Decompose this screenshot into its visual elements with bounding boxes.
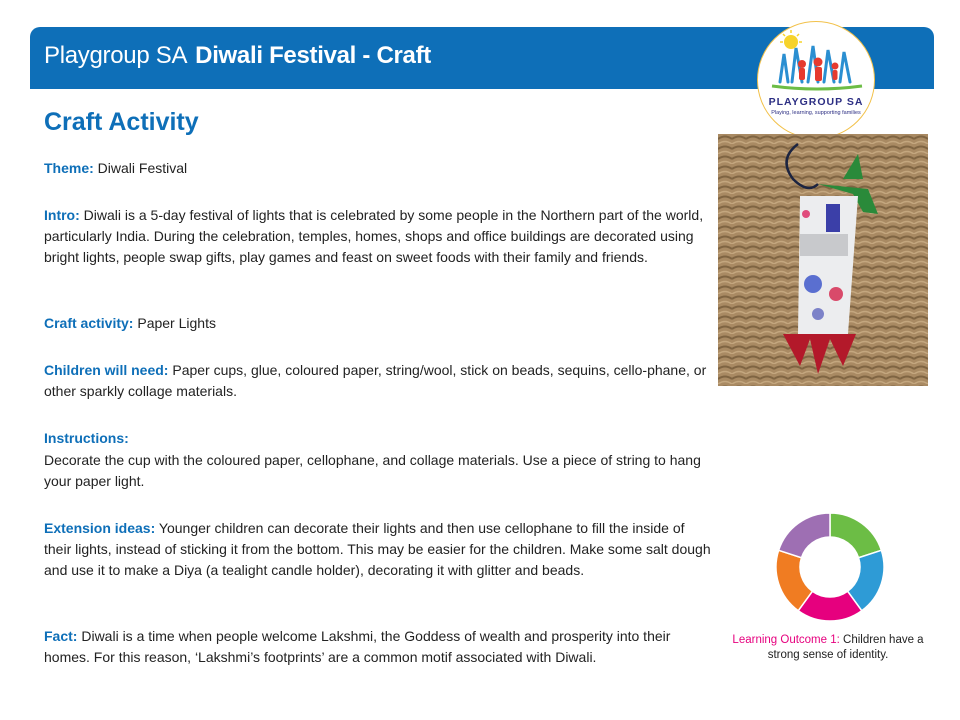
page-title [44,42,431,70]
instructions-heading [44,428,714,449]
fact-label: Fact: [44,628,78,644]
playgroup-logo [757,21,875,139]
children-need-label: Children will need: [44,362,169,378]
instructions-label: Instructions: [44,430,129,446]
title-text: Diwali Festival - Craft [195,42,431,69]
logo-name: PLAYGROUP SA [768,96,864,108]
theme-label: Theme: [44,160,94,176]
intro-label: Intro: [44,207,80,223]
craft-activity-label: Craft activity: [44,315,134,331]
children-need-text: Paper cups, glue, coloured paper, string/wool, stick on beads, sequins, cello-phane, or other sparkly collage materials. [44,362,707,399]
craft-activity-paragraph [44,313,714,334]
instructions-text: Decorate the cup with the coloured paper, cellophane, and collage materials. Use a piece of string to hang your paper light. [44,452,701,489]
outcome-caption [728,633,928,663]
extension-label: Extension ideas: [44,520,156,536]
intro-text: Diwali is a 5-day festival of lights that is celebrated by some people in the Northern part of the world, particularly India. During the celebration, temples, homes, shops and office buildings are decorated using bright lights, people swap gifts, play games and feast on sweet foods with their family and friends. [44,207,704,265]
family-sun-logo-icon [758,22,875,139]
outcome-label: Learning Outcome 1: [732,634,840,646]
theme-text: Diwali Festival [93,160,188,176]
learning-outcomes-wheel [775,512,885,622]
paper-light-craft-photo [718,134,928,386]
fact-paragraph [44,626,714,668]
extension-paragraph [44,518,714,581]
section-heading: Craft Activity [44,108,199,136]
craft-activity-text: Paper Lights [133,315,216,331]
outcome-text: Children have a strong sense of identity. [767,634,924,661]
logo-tagline: Playing, learning, supporting families [771,110,861,116]
org-name: Playgroup SA [44,42,188,69]
children-need-paragraph [44,360,714,402]
intro-paragraph [44,205,714,268]
theme-paragraph [44,158,714,179]
extension-text: Younger children can decorate their lights and then use cellophane to fill the inside of their lights, instead of sticking it from the bottom. This may be easier for the children. Make some salt dough and use it to make a Diya (a tealight candle holder), decorating it with glitter and beads. [44,520,711,578]
outcome-wheel-center [801,538,859,596]
fact-text: Diwali is a time when people welcome Lakshmi, the Goddess of wealth and prosperity into their homes. For this reason, ‘Lakshmi’s footprints’ are a common motif associated with Diwali. [44,628,671,665]
